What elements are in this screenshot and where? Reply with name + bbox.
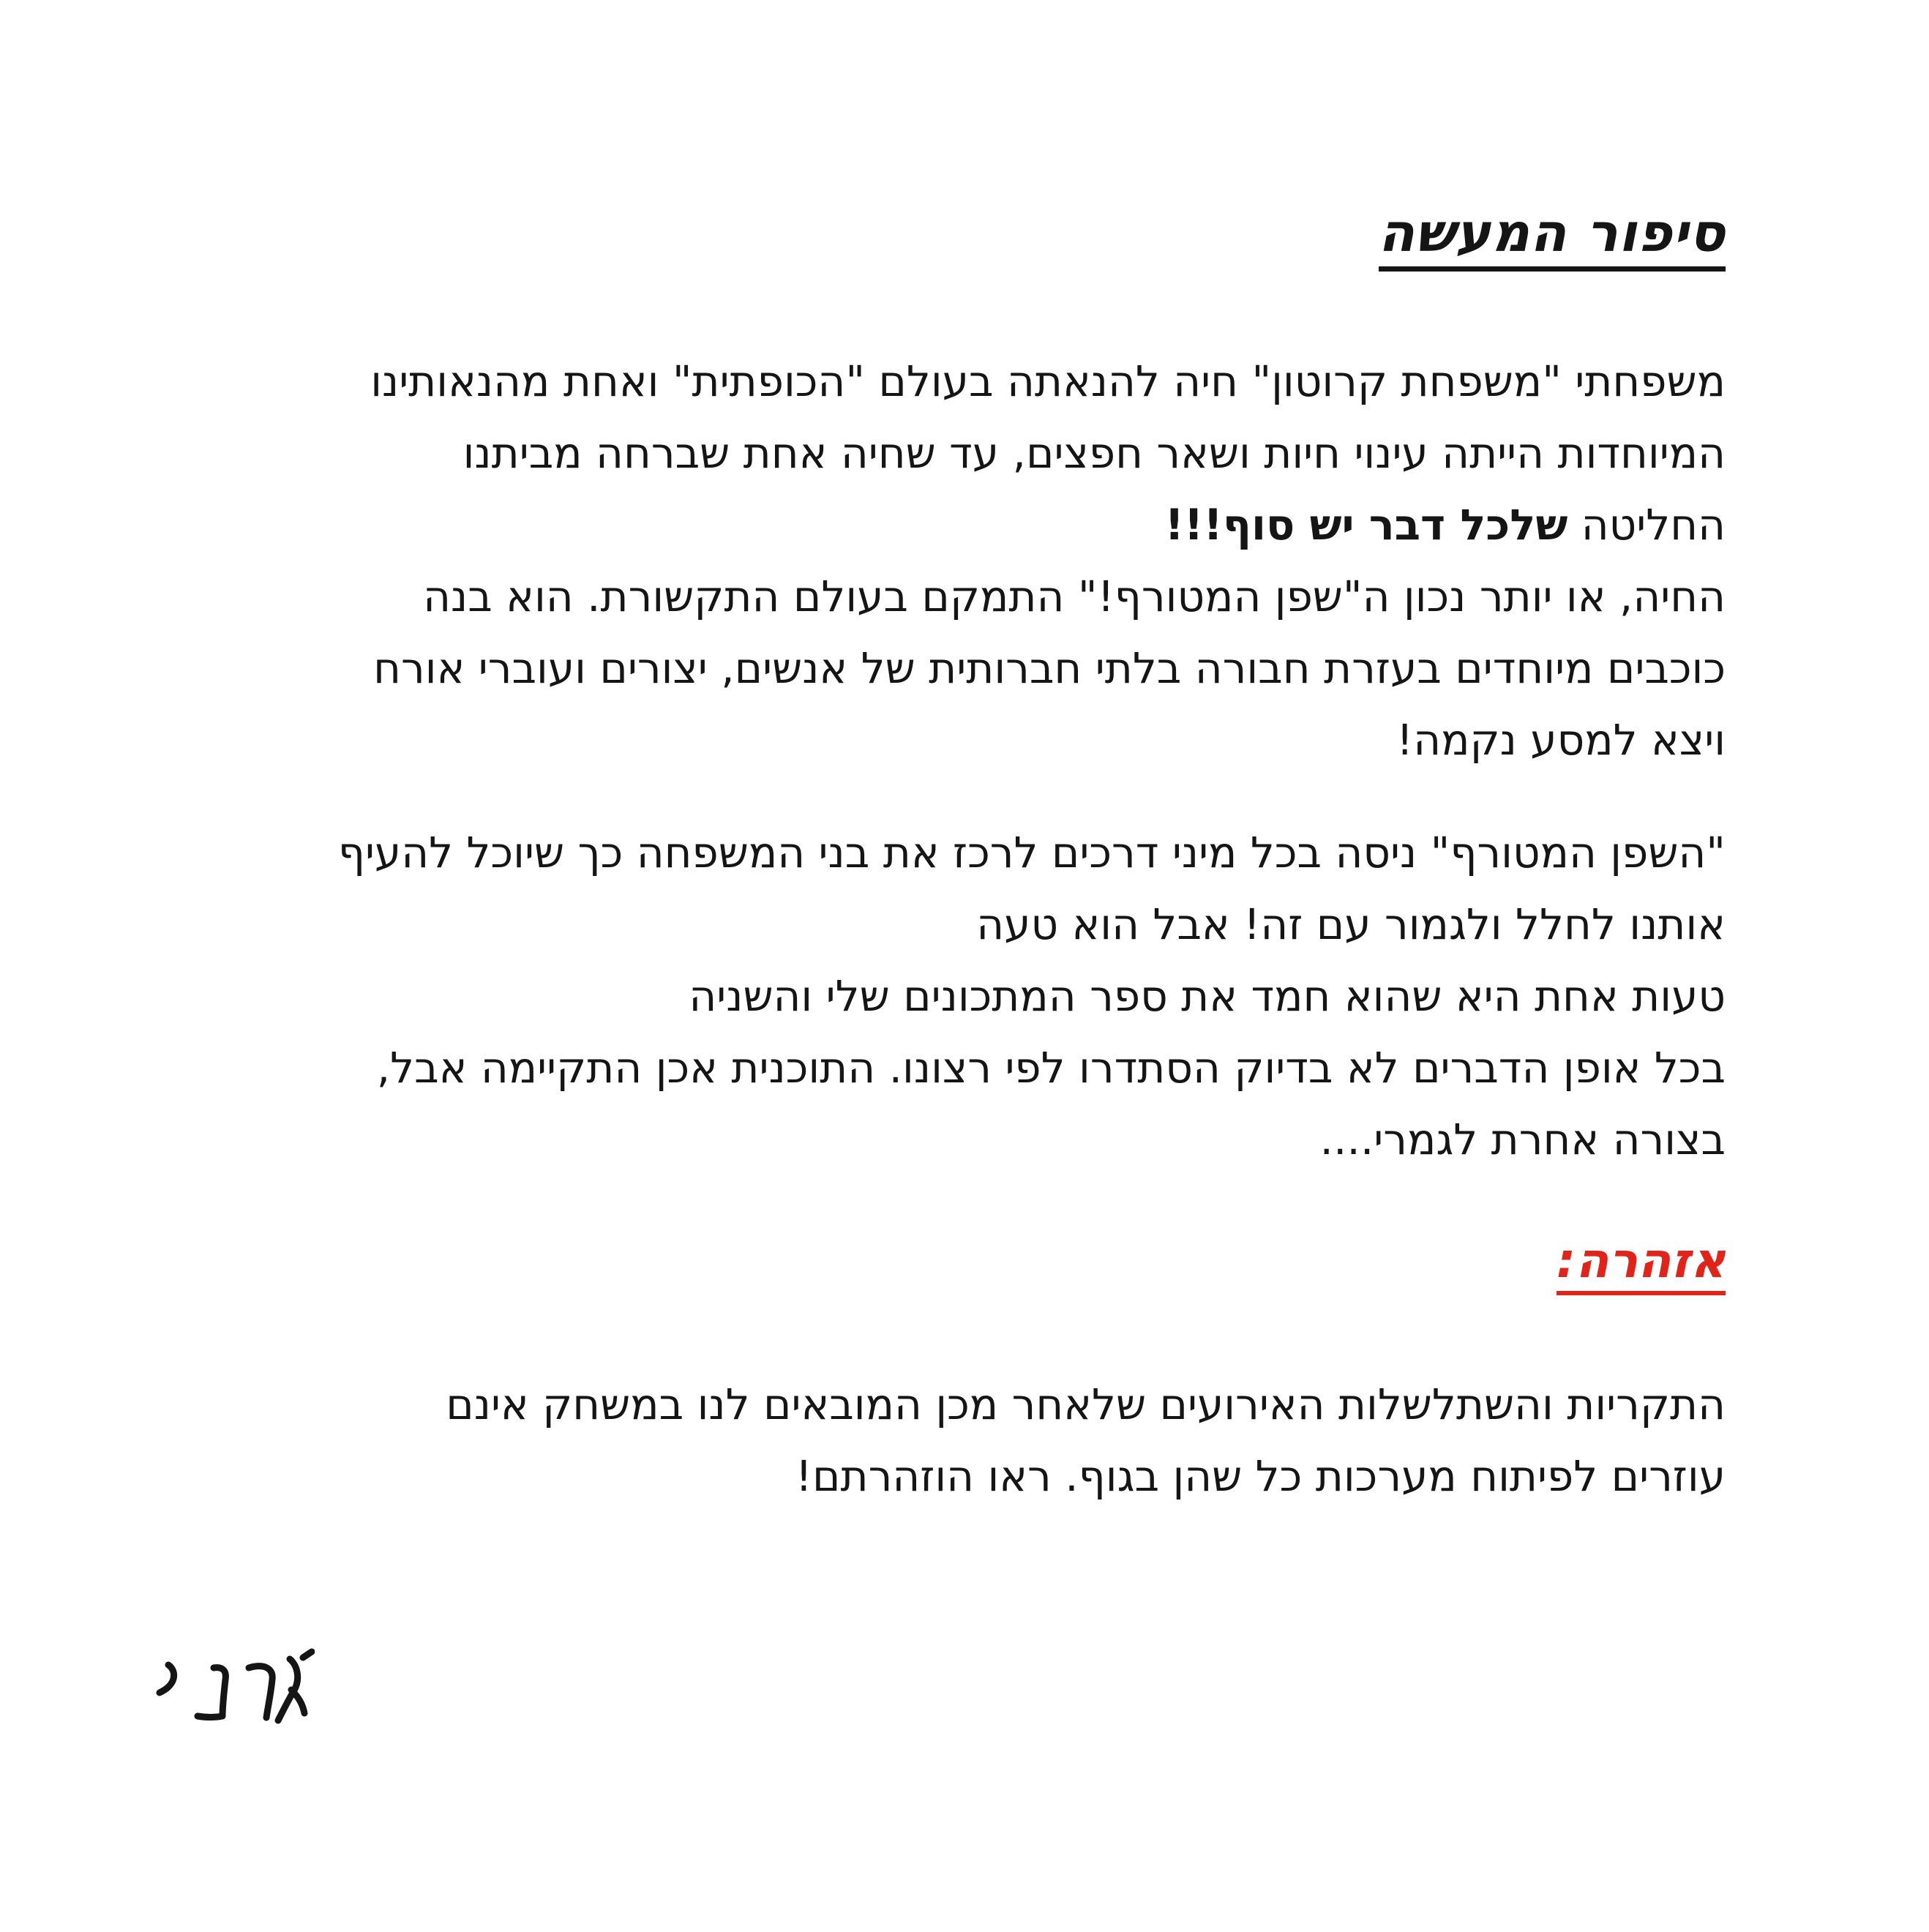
story-paragraph-2 bbox=[160, 817, 1726, 1175]
story-line: משפחתי "משפחת קרוטון" חיה להנאתה בעולם "הכופתית" ואחת מהנאותינו bbox=[370, 356, 1726, 406]
story-line-emphasis: שלכל דבר יש סוף!!! bbox=[1164, 500, 1568, 550]
story-line: אותנו לחלל ולגמור עם זה! אבל הוא טעה bbox=[976, 899, 1726, 949]
warning-line: עוזרים לפיתוח מערכות כל שהן בגוף. ראו הוזהרתם! bbox=[795, 1451, 1726, 1501]
handwritten-signature bbox=[146, 1636, 315, 1738]
warning-line: התקריות והשתלשלות האירועים שלאחר מכן המובאים לנו במשחק אינם bbox=[446, 1379, 1726, 1429]
story-paragraph-1 bbox=[160, 345, 1726, 776]
story-line-prefix: החליטה bbox=[1567, 500, 1726, 550]
story-line bbox=[160, 489, 1726, 561]
story-line: החיה, או יותר נכון ה"שפן המטורף!" התמקם בעולם התקשורת. הוא בנה bbox=[423, 572, 1726, 621]
story-line: כוכבים מיוחדים בעזרת חבורה בלתי חברותית של אנשים, יצורים ועוברי אורח bbox=[373, 643, 1726, 693]
story-line: בצורה אחרת לגמרי.... bbox=[1319, 1115, 1726, 1164]
story-line: "השפן המטורף" ניסה בכל מיני דרכים לרכז את בני המשפחה כך שיוכל להעיף bbox=[337, 828, 1726, 877]
story-line: טעות אחת היא שהוא חמד את ספר המתכונים שלי והשניה bbox=[689, 971, 1726, 1021]
page-title: סיפור המעשה bbox=[1379, 206, 1726, 272]
warning-heading: אזהרה: bbox=[1557, 1237, 1726, 1295]
warning-paragraph bbox=[160, 1368, 1726, 1512]
story-line: ויצא למסע נקמה! bbox=[1396, 715, 1726, 765]
story-line: המיוחדות הייתה עינוי חיות ושאר חפצים, עד שחיה אחת שברחה מביתנו bbox=[462, 428, 1726, 478]
story-line: בכל אופן הדברים לא בדיוק הסתדרו לפי רצונו. התוכנית אכן התקיימה אבל, bbox=[376, 1043, 1726, 1093]
